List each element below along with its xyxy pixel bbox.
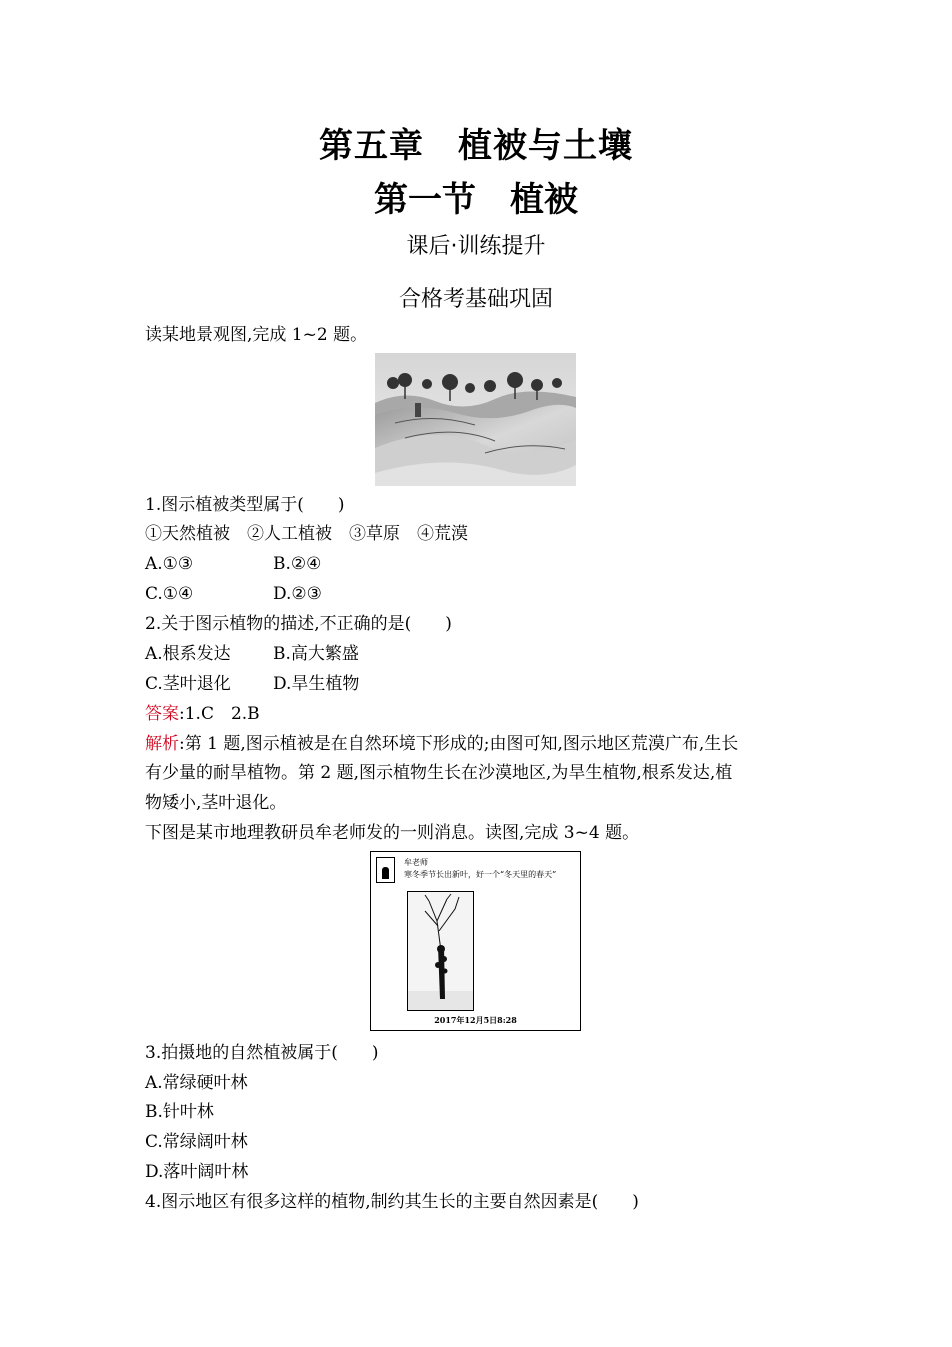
q3-stem: 3.拍摄地的自然植被属于( )	[145, 1043, 379, 1063]
q2-option-a: A.根系发达	[145, 644, 231, 664]
answer-line	[145, 703, 260, 725]
q2-option-c: C.茎叶退化	[145, 674, 231, 694]
analysis-label: 解析	[145, 734, 179, 754]
social-post-figure	[370, 851, 581, 1031]
q3-option-c: C.常绿阔叶林	[145, 1132, 248, 1152]
q2-option-b: B.高大繁盛	[273, 644, 359, 664]
q1-option-c: C.①④	[145, 584, 194, 604]
q3-option-a: A.常绿硬叶林	[145, 1073, 248, 1093]
q2-row2	[145, 673, 360, 695]
desert-landscape-photo	[375, 353, 576, 486]
analysis-line-2: 有少量的耐旱植物。第 2 题,图示植物生长在沙漠地区,为旱生植物,根系发达,植	[145, 763, 733, 783]
chapter-title: 第五章 植被与土壤	[319, 126, 633, 166]
q2-option-d: D.旱生植物	[273, 674, 360, 694]
avatar-figure-icon	[382, 867, 389, 879]
q1-items: ①天然植被 ②人工植被 ③草原 ④荒漠	[145, 524, 468, 544]
q2-stem: 2.关于图示植物的描述,不正确的是( )	[145, 614, 452, 634]
avatar	[376, 857, 395, 883]
q1-option-b: B.②④	[273, 554, 322, 574]
q3-option-b: B.针叶林	[145, 1102, 214, 1122]
part-heading: 合格考基础巩固	[398, 287, 553, 312]
tree-photo	[407, 891, 474, 1011]
analysis-line-1: 解析:第 1 题,图示植被是在自然环境下形成的;由图可知,图示地区荒漠广布,生长	[145, 734, 739, 754]
post-author: 牟老师	[404, 858, 428, 867]
q2-row1	[145, 643, 359, 665]
section-title: 第一节 植被	[374, 180, 578, 220]
answer-label: 答案	[145, 704, 179, 724]
q1-row2	[145, 583, 322, 605]
intro-2: 下图是某市地理教研员牟老师发的一则消息。读图,完成 3~4 题。	[145, 823, 640, 843]
subtitle: 课后·训练提升	[406, 234, 546, 259]
q3-option-d: D.落叶阔叶林	[145, 1162, 249, 1182]
q1-option-d: D.②③	[273, 584, 322, 604]
q4-stem: 4.图示地区有很多这样的植物,制约其生长的主要自然因素是( )	[145, 1192, 639, 1212]
q1-option-a: A.①③	[145, 554, 194, 574]
analysis-line-3: 物矮小,茎叶退化。	[145, 793, 287, 813]
intro-1: 读某地景观图,完成 1~2 题。	[145, 325, 368, 345]
post-message: 寒冬季节长出新叶，好一个“冬天里的春天”	[404, 870, 557, 879]
q1-row1	[145, 553, 322, 575]
answer-text: :1.C 2.B	[179, 704, 260, 724]
q1-stem: 1.图示植被类型属于( )	[145, 495, 345, 515]
post-timestamp: 2017年12月5日8:28	[434, 1015, 517, 1025]
